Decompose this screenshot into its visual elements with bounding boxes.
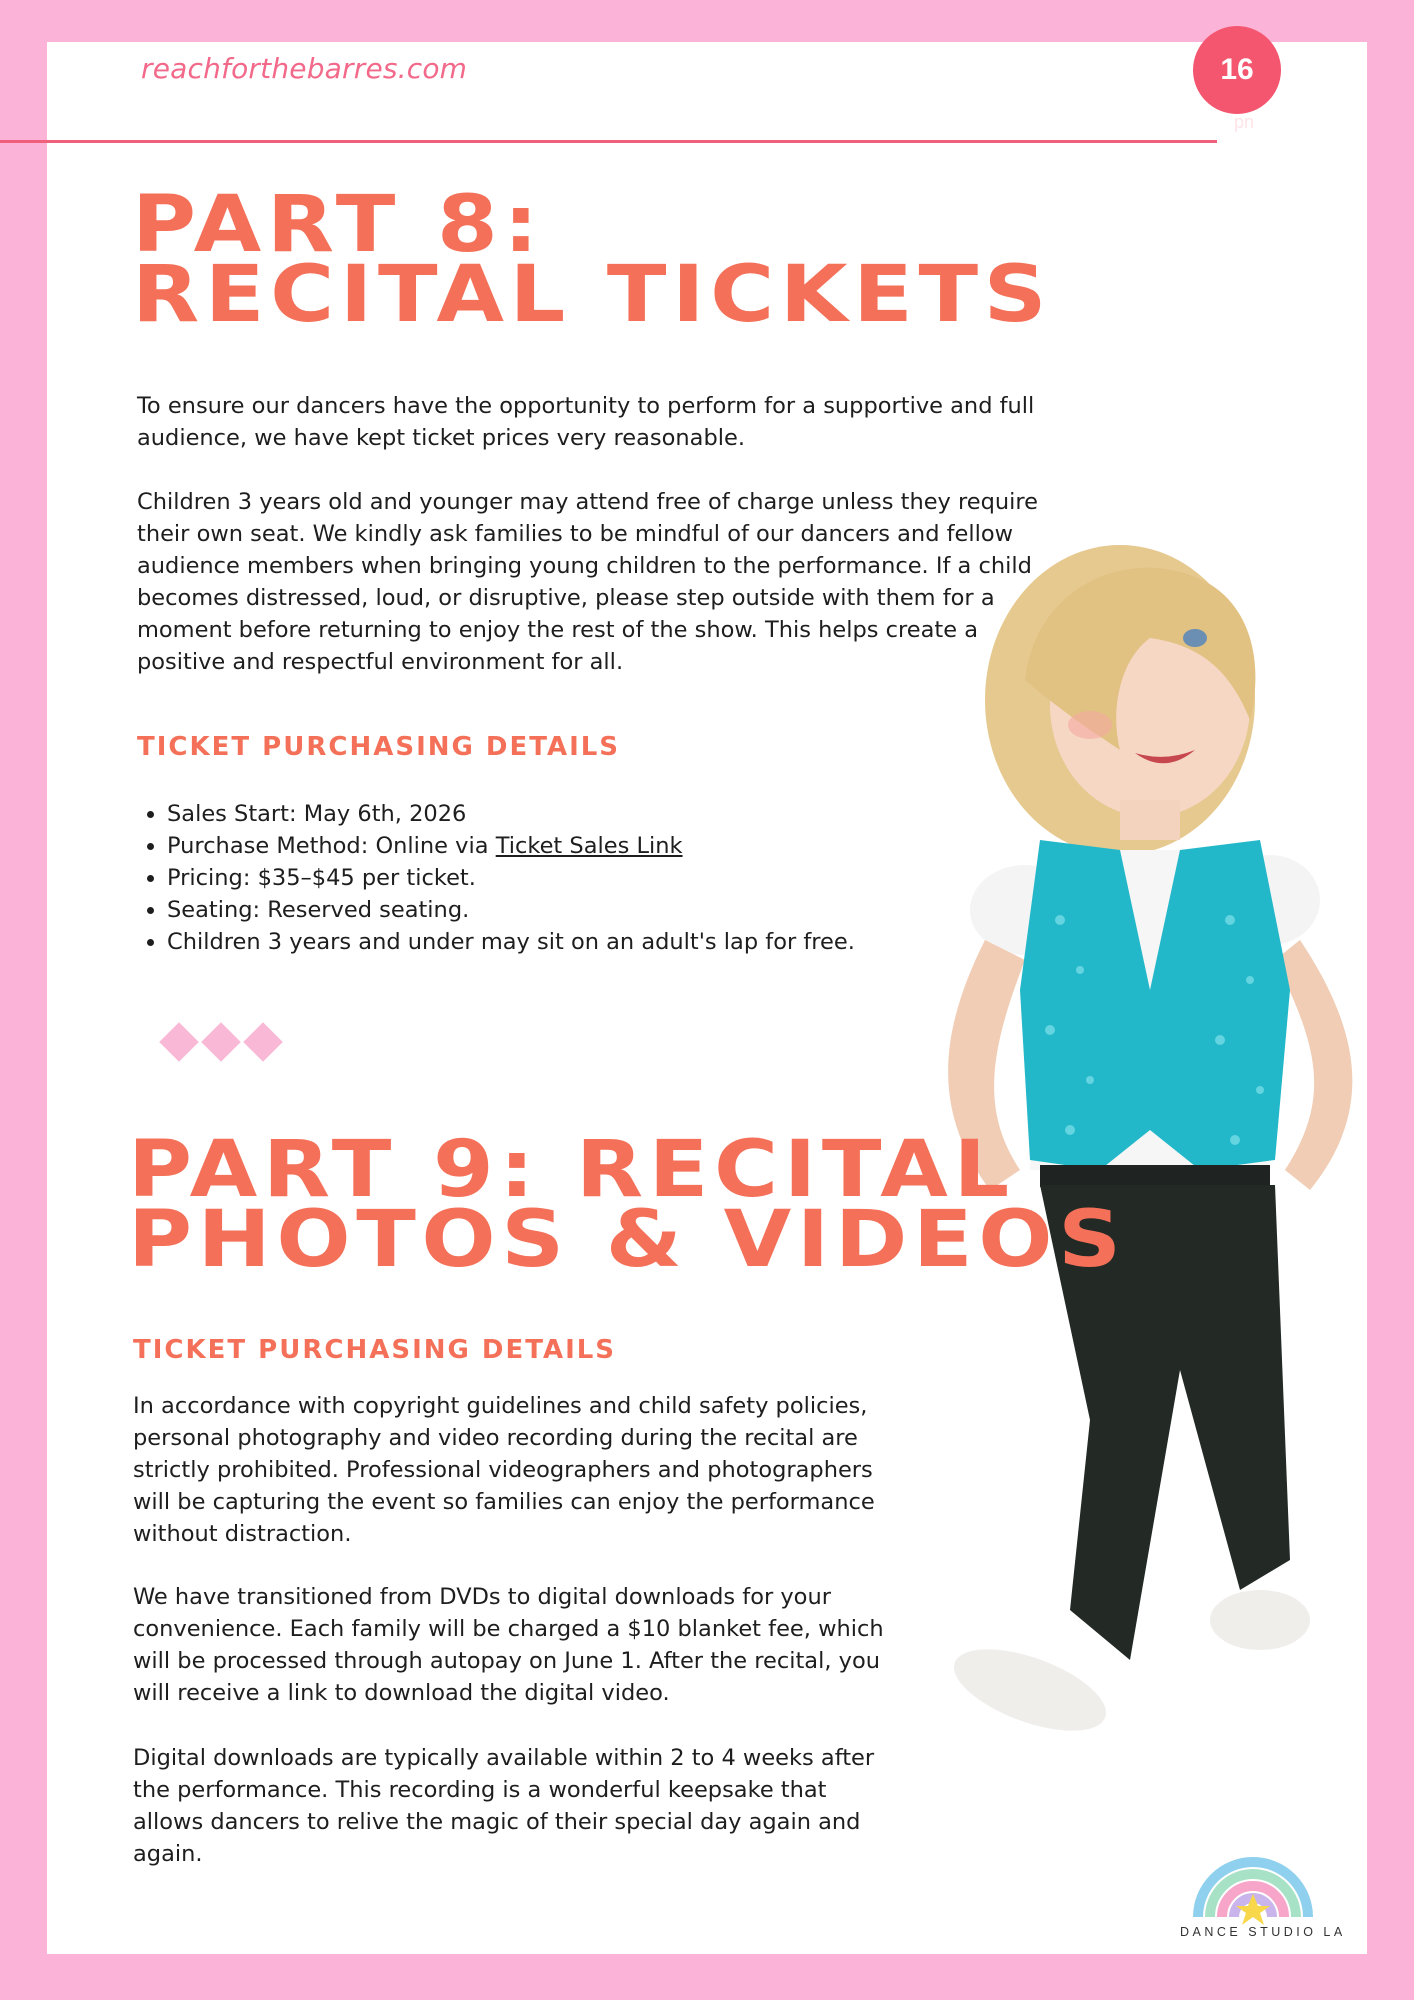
diamond-icon [159,1022,199,1062]
diamond-icon [243,1022,283,1062]
faint-mark: pn [1234,112,1255,132]
page-number-badge [1193,26,1281,114]
rainbow-logo-icon [1178,1822,1328,1942]
diamond-icon [201,1022,241,1062]
list-item-purchase-method [167,830,855,862]
website-url[interactable]: reachforthebarres.com [141,52,468,85]
part9-paragraph-2: We have transitioned from DVDs to digital downloads for your convenience. Each family will be charged a $10 blanket fee, which will be processed through autopay on June 1. After the recital, you will receive a link to download the digital video. [133,1584,884,1706]
part9-paragraph-1: In accordance with copyright guidelines and child safety policies, personal photography and video recording during the recital are strictly prohibited. Professional videographers and photographers will be capturing the event so families can enjoy the performance without distraction. [133,1393,875,1547]
header-divider [0,140,1217,143]
part9-title [128,1125,1127,1285]
list-item-seating: • Seating: Reserved seating. [167,894,855,926]
page-number: 16 [1220,53,1254,86]
part8-title [132,180,1053,340]
list-item-pricing: • Pricing: $35–$45 per ticket. [167,862,855,894]
list-item-sales-start: • Sales Start: May 6th, 2026 [167,798,855,830]
logo-text: DANCE STUDIO LA [1180,1925,1346,1939]
purchase-method-text: Purchase Method: Online via [167,833,496,859]
part8-title-line1: PART 8: [132,180,544,270]
diamond-divider [165,1028,291,1056]
part9-title-line1: PART 9: RECITAL [128,1125,1015,1215]
part9-subheading: TICKET PURCHASING DETAILS [133,1335,617,1365]
part8-subheading: TICKET PURCHASING DETAILS [137,732,621,762]
ticket-sales-link[interactable]: Ticket Sales Link [495,833,683,859]
part8-children-policy: Children 3 years old and younger may attend free of charge unless they require their own seat. We kindly ask families to be mindful of our dancers and fellow audience members when bringing young children to the performance. If a child becomes distressed, loud, or disruptive, please step outside with them for a moment before returning to enjoy the rest of the show. This helps create a positive and respectful environment for all. [137,489,1039,675]
list-item-children: • Children 3 years and under may sit on an adult's lap for free. [167,926,855,958]
ticket-details-list [137,798,855,958]
part9-title-line2: PHOTOS & VIDEOS [128,1195,1127,1285]
part8-title-line2: RECITAL TICKETS [132,250,1053,340]
part9-paragraph-3: Digital downloads are typically available within 2 to 4 weeks after the performance. This recording is a wonderful keepsake that allows dancers to relive the magic of their special day again and again. [133,1745,875,1867]
part8-intro: To ensure our dancers have the opportunity to perform for a supportive and full audience, we have kept ticket prices very reasonable. [137,393,1035,451]
